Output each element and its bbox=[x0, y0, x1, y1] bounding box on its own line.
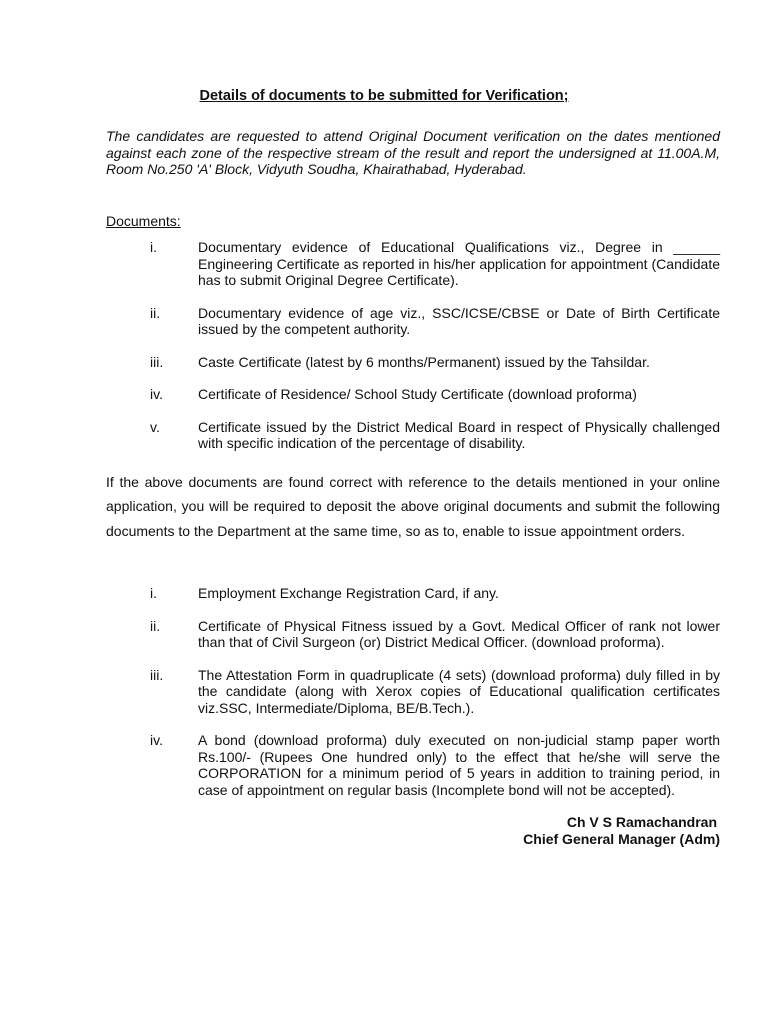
documents-list bbox=[106, 239, 720, 468]
list-item-text: Certificate issued by the District Medical Board in respect of Physically challenged with specific indication of the percentage of disability. bbox=[198, 418, 720, 451]
list-item bbox=[106, 667, 720, 717]
list-item-text: Caste Certificate (latest by 6 months/Permanent) issued by the Tahsildar. bbox=[198, 353, 650, 370]
signature-block bbox=[440, 814, 720, 847]
list-item bbox=[106, 239, 720, 289]
list-item-text: Documentary evidence of age viz., SSC/ICSE/CBSE or Date of Birth Certificate issued by the competent authority. bbox=[198, 304, 720, 337]
documents-heading: Documents: bbox=[106, 213, 181, 229]
list-item bbox=[106, 386, 720, 403]
list-item-number: iii. bbox=[150, 666, 164, 683]
submit-documents-list bbox=[106, 585, 720, 814]
list-item-number: i. bbox=[150, 585, 157, 601]
list-item bbox=[106, 618, 720, 651]
list-item-number: ii. bbox=[150, 617, 161, 634]
list-item bbox=[106, 732, 720, 798]
list-item bbox=[106, 305, 720, 338]
list-item-number: iv. bbox=[150, 386, 163, 402]
list-item-text: Certificate of Residence/ School Study Certificate (download proforma) bbox=[198, 386, 637, 402]
list-item-number: v. bbox=[150, 418, 160, 435]
document-title: Details of documents to be submitted for Verification; bbox=[199, 88, 569, 104]
list-item-text: A bond (download proforma) duly executed on non-judicial stamp paper worth Rs.100/- (Rupees One hundred only) to the effect that he/she will serve the CORPORATION for a minimum period of 5 years in addition to training period, in case of appointment on regular basis (Incomplete bond will not be accepted). bbox=[198, 732, 720, 798]
list-item-number: iii. bbox=[150, 353, 164, 370]
deposit-paragraph: If the above documents are found correct with reference to the details mentioned in your online application, you will be required to deposit the above original documents and submit the following documents to the Department at the same time, so as to, enable to issue appointment orders. bbox=[106, 474, 720, 539]
list-item-text: Employment Exchange Registration Card, if any. bbox=[198, 585, 499, 601]
signatory-name: Ch V S Ramachandran bbox=[566, 814, 717, 830]
list-item-text: The Attestation Form in quadruplicate (4 sets) (download proforma) duly filled in by the candidate (along with Xerox copies of Educational qualification certificates viz.SSC, Intermediate/Diploma, BE/B.Tech.). bbox=[198, 666, 720, 716]
list-item-text: Certificate of Physical Fitness issued by a Govt. Medical Officer of rank not lower than that of Civil Surgeon (or) District Medical Officer. (download proforma). bbox=[198, 617, 720, 650]
list-item-text: Documentary evidence of Educational Qualifications viz., Degree in ______ Engineering Certificate as reported in his/her application for appointment (Candidate has to submit Original Degree Certificate). bbox=[198, 239, 720, 288]
list-item bbox=[106, 585, 720, 602]
list-item bbox=[106, 354, 720, 371]
list-item-number: ii. bbox=[150, 304, 161, 321]
list-item-number: i. bbox=[150, 239, 157, 255]
intro-paragraph: The candidates are requested to attend Original Document verification on the dates mentioned against each zone of the respective stream of the result and report the undersigned at 11.00A.M, Room No.250 'A' Block, Vidyuth Soudha, Khairathabad, Hyderabad. bbox=[106, 128, 720, 177]
list-item-number: iv. bbox=[150, 732, 163, 748]
list-item bbox=[106, 419, 720, 452]
signatory-designation: Chief General Manager (Adm) bbox=[523, 830, 720, 847]
